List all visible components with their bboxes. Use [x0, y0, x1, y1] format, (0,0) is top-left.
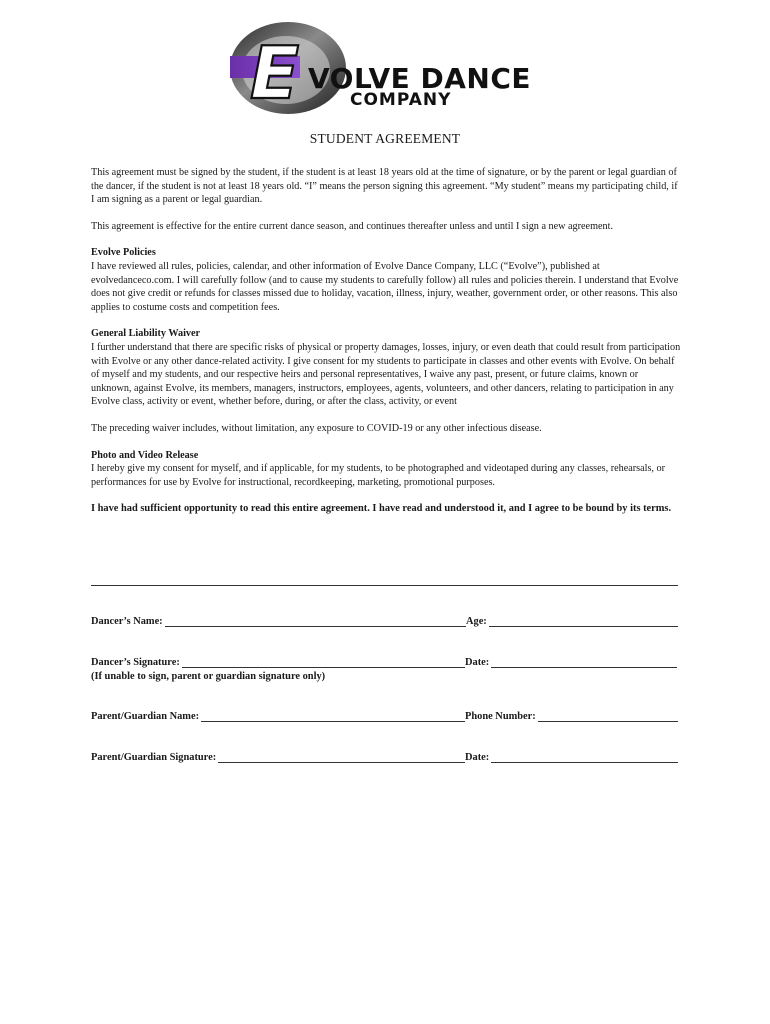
guardian-name-label: Parent/Guardian Name:: [91, 711, 200, 722]
guardian-date-line[interactable]: [491, 752, 678, 763]
document-title: STUDENT AGREEMENT: [309, 131, 461, 146]
photo-paragraph: I hereby give my consent for myself, and if applicable, for my students, to be photographed and videotaped during any classes, rehearsals, or performances for use by Evolve for instructional, recordkeeping, marketing, promotional purposes.: [91, 463, 666, 488]
agreement-body: [91, 166, 681, 530]
dancer-name-line[interactable]: [165, 616, 466, 627]
dancer-name-label: Dancer’s Name:: [91, 616, 163, 627]
phone-line[interactable]: [538, 711, 678, 722]
guardian-name-line[interactable]: [201, 711, 465, 722]
svg-text:VOLVE DANCE: VOLVE DANCE: [308, 62, 532, 95]
acknowledgement: I have had sufficient opportunity to read this entire agreement. I have read and understood it, and I agree to be bound by its terms.: [91, 503, 672, 515]
guardian-name-row: [91, 711, 678, 725]
guardian-signature-field[interactable]: [91, 752, 465, 763]
intro-paragraph: This agreement must be signed by the student, if the student is at least 18 years old at the time of signature, or by the parent or legal guardian of the dancer, if the student is not at least 18 years old. “I” means the person signing this agreement. “My student” means my participating child, if I am signing as a parent or legal guardian.: [91, 167, 678, 206]
waiver-heading: General Liability Waiver: [91, 328, 201, 340]
guardian-date-label: Date:: [465, 752, 490, 763]
photo-heading: Photo and Video Release: [91, 449, 199, 461]
evolve-logo: [228, 20, 540, 120]
age-label: Age:: [466, 616, 487, 627]
effective-paragraph: This agreement is effective for the entire current dance season, and continues thereafter unless and until I sign a new agreement.: [91, 220, 613, 232]
svg-text:COMPANY: COMPANY: [350, 90, 452, 110]
policies-paragraph: I have reviewed all rules, policies, calendar, and other information of Evolve Dance Company, LLC (“Evolve”), published at evolvedanceco.com. I will carefully follow (and to cause my students to carefully follow) all rules and policies therein. I understand that Evolve does not give credit or refunds for classes missed due to holiday, vacation, illness, injury, weather, government order, or other reasons. This also applies to costume costs and competition fees.: [91, 260, 679, 313]
age-line[interactable]: [489, 616, 678, 627]
waiver-paragraph: I further understand that there are specific risks of physical or property damages, losses, injury, or even death that could result from participation with Evolve or any other dance-related activity. I give consent for my students to participate in classes and other events with Evolve. On behalf of myself and my students, and our respective heirs and personal representatives, I waive any past, present, or future claims, known or unknown, against Evolve, its members, managers, instructors, employees, agents, volunteers, and other dancers, relating to participation in any Evolve class, activity or event, whether before, during, or after the class, activity, or event: [91, 341, 681, 408]
dancer-name-field[interactable]: [91, 616, 466, 627]
guardian-signature-label: Parent/Guardian Signature:: [91, 752, 217, 763]
dancer-date-label: Date:: [465, 657, 490, 668]
unable-to-sign-note: (If unable to sign, parent or guardian signature only): [91, 671, 326, 682]
initial-signature-line[interactable]: [91, 585, 678, 586]
dancer-date-line[interactable]: [491, 657, 677, 668]
dancer-date-field[interactable]: [465, 657, 677, 668]
dancer-signature-row: [91, 657, 678, 671]
policies-heading: Evolve Policies: [91, 247, 156, 259]
phone-field[interactable]: [465, 711, 678, 722]
dancer-signature-label: Dancer’s Signature:: [91, 657, 180, 668]
guardian-name-field[interactable]: [91, 711, 465, 722]
dancer-signature-field[interactable]: [91, 657, 465, 668]
svg-text:E: E: [250, 31, 300, 115]
age-field[interactable]: [466, 616, 678, 627]
phone-label: Phone Number:: [465, 711, 536, 722]
dancer-name-row: [91, 616, 678, 630]
guardian-signature-row: [91, 752, 678, 766]
covid-paragraph: The preceding waiver includes, without limitation, any exposure to COVID-19 or any other infectious disease.: [91, 422, 542, 434]
guardian-signature-line[interactable]: [218, 752, 465, 763]
guardian-date-field[interactable]: [465, 752, 678, 763]
dancer-signature-line[interactable]: [182, 657, 465, 668]
